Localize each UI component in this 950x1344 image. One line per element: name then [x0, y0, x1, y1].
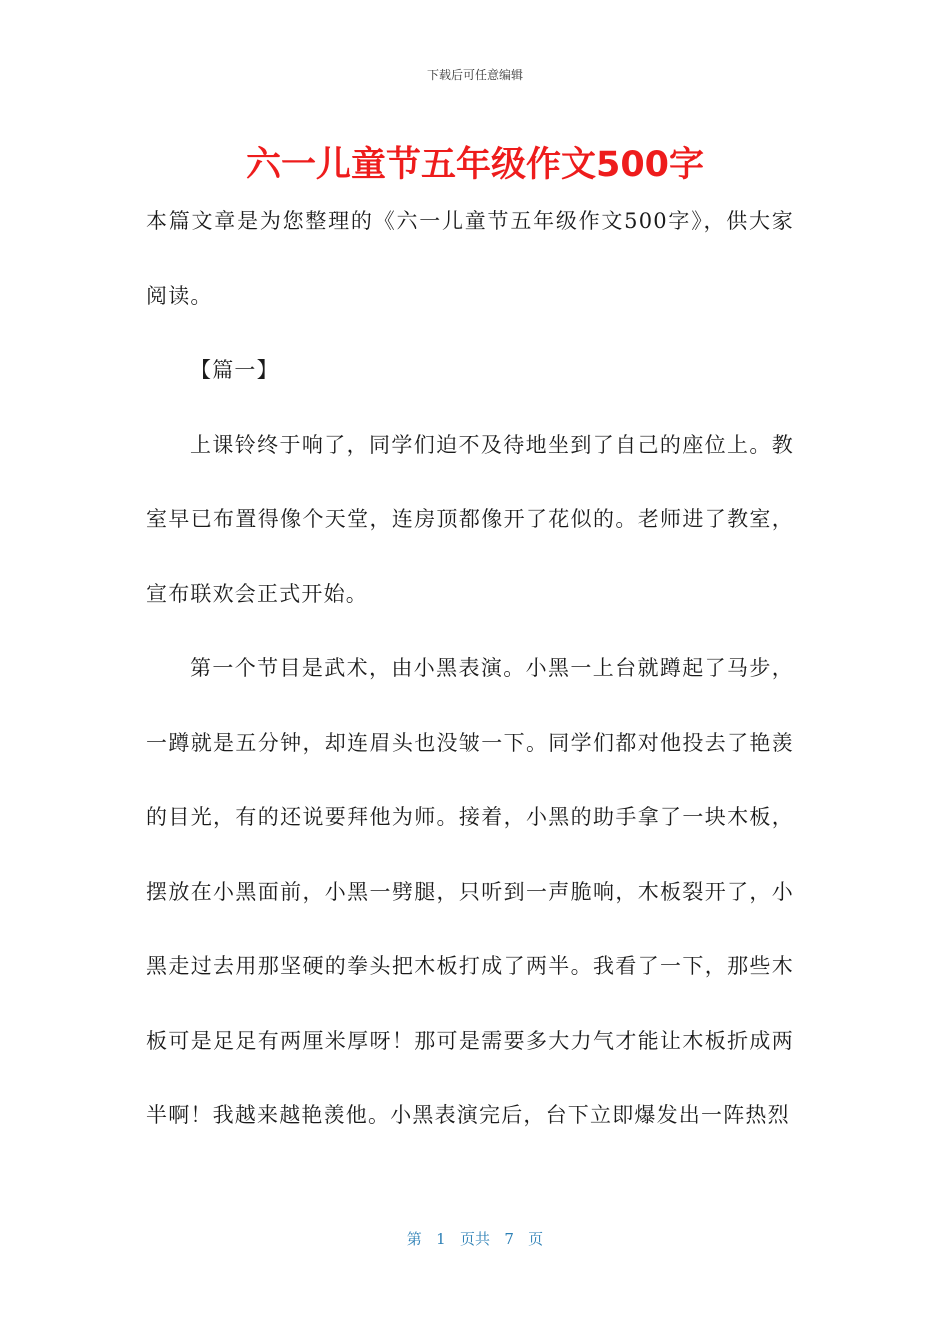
current-page-number: 1 — [436, 1230, 446, 1248]
header-note: 下载后可任意编辑 — [426, 68, 523, 82]
intro-paragraph: 本篇文章是为您整理的《六一儿童节五年级作文500字》，供大家阅读。 — [146, 209, 794, 308]
body-paragraph: 上课铃终于响了，同学们迫不及待地坐到了自己的座位上。教室早已布置得像个天堂，连房顶都像开了花似的。老师进了教室，宣布联欢会正式开始。 — [146, 432, 794, 606]
section-heading: 【篇一】 — [190, 358, 279, 382]
footer-label-di: 第 — [406, 1230, 422, 1248]
footer-label-ye: 页 — [528, 1230, 544, 1248]
document-title: 六一儿童节五年级作文500字 — [245, 145, 705, 185]
document-body — [146, 184, 794, 1153]
body-paragraph: 第一个节目是武术，由小黑表演。小黑一上台就蹲起了马步，一蹲就是五分钟，却连眉头也没皱一下。同学们都对他投去了艳羡的目光，有的还说要拜他为师。接着，小黑的助手拿了一块木板，摆放在小黑面前，小黑一劈腿，只听到一声脆响，木板裂开了，小黑走过去用那坚硬的拳头把木板打成了两半。我看了一下，那些木板可是足足有两厘米厚呀！那可是需要多大力气才能让木板折成两半啊！我越来越艳羡他。小黑表演完后，台下立即爆发出一阵热烈 — [146, 656, 794, 1127]
total-pages-number: 7 — [504, 1230, 514, 1248]
page-footer — [0, 1228, 950, 1249]
footer-label-ye-gong: 页共 — [459, 1230, 490, 1248]
